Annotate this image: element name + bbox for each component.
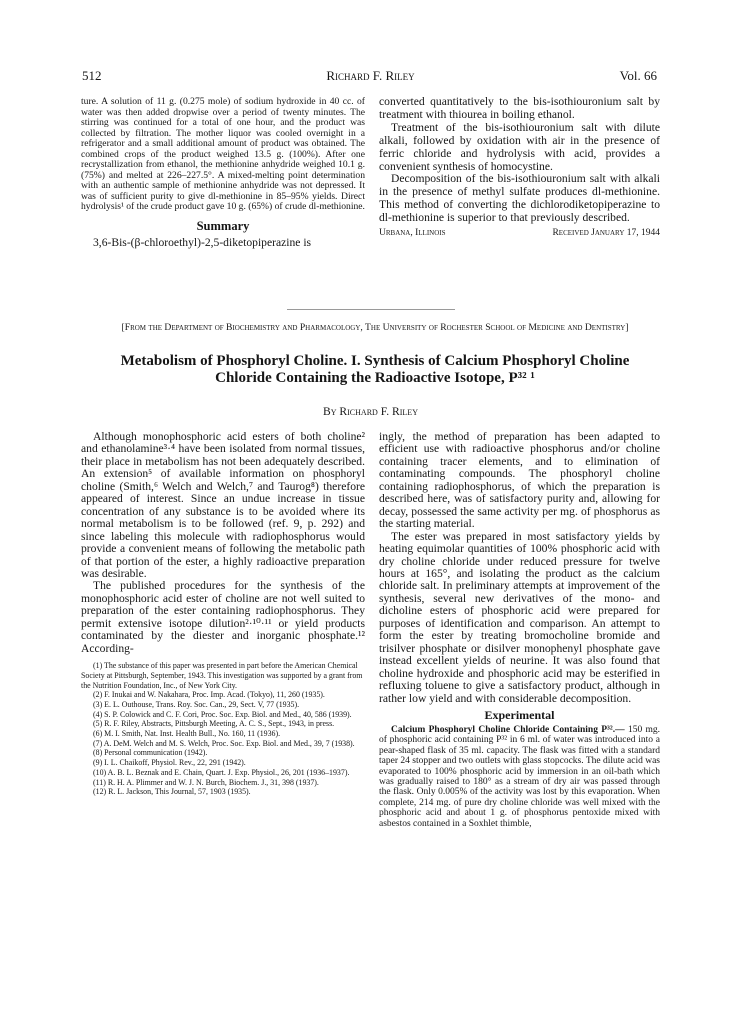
footnote-5: (5) R. F. Riley, Abstracts, Pittsburgh Meeting, A. C. S., Sept., 1943, in press. <box>93 719 335 729</box>
prev-article-right-column <box>379 96 660 242</box>
summary-heading: Summary <box>196 218 250 233</box>
intro-paragraph-1: Although monophosphoric acid esters of both choline² and ethanolamine³·⁴ have been isolated from normal tissues, their place in metabolism has not been adequately described. An extension⁵ of available information on phosphoryl choline (Smith,⁶ Welch and Welch,⁷ and Taurog⁸) therefore appeared of interest. Since an undue increase in tissue concentration of any substance is to be avoided where its normal metabolism is to be followed (ref. 9, p. 292) and since labeling this molecule with radiophosphorus would provide a convenient means of following the metabolic path of that portion of the ester, a highly radioactive preparation was desirable. <box>81 430 365 580</box>
location: Urbana, Illinois <box>379 228 446 239</box>
method-paragraph-1: ingly, the method of preparation has been adapted to efficient use with radioactive phosphorus and/or choline containing tracer elements, and to elimination of contaminating compounds. The phosphoryl choline containing radiophosphorus, of which the preparation is described here, was of satisfactory purity and, allowing for decay, possessed the same activity per mg. of phosphorus as the starting material. <box>379 430 660 531</box>
footnote-9: (9) I. L. Chaikoff, Physiol. Rev., 22, 291 (1942). <box>93 758 246 768</box>
article-title-line-1: Metabolism of Phosphoryl Choline. I. Synthesis of Calcium Phosphoryl Choline <box>120 353 630 369</box>
experimental-heading: Experimental <box>484 707 555 722</box>
footnote-2: (2) F. Inukai and W. Nakahara, Proc. Imp. Acad. (Tokyo), 11, 260 (1935). <box>93 690 325 700</box>
prev-right-paragraph-3: Decomposition of the bis-isothiouronium salt with alkali in the presence of methyl sulfate produces dl-methionine. This method of converting the dichlorodiketopiperazine to dl-methionine is superior to that previously described. <box>379 172 660 225</box>
footnote-7: (7) A. DeM. Welch and M. S. Welch, Proc. Soc. Exp. Biol. and Med., 39, 7 (1938). <box>93 738 355 748</box>
footnote-1: (1) The substance of this paper was presented in part before the American Chemical Society at Pittsburgh, September, 1943. This investigation was supported by a grant from the Nutrition Foundation, Inc., of New York City. <box>81 661 363 690</box>
received-date: Received January 17, 1944 <box>552 228 660 239</box>
prev-right-paragraph-1: converted quantitatively to the bis-isothiouronium salt by treatment with thiourea in boiling ethanol. <box>379 95 660 121</box>
footnote-10: (10) A. B. L. Beznak and E. Chain, Quart. J. Exp. Physiol., 26, 201 (1936–1937). <box>93 767 350 777</box>
article-left-column <box>81 431 365 797</box>
summary-line: 3,6-Bis-(β-chloroethyl)-2,5-diketopiperazine is <box>93 235 312 249</box>
experimental-subtitle: Calcium Phosphoryl Choline Chloride Containing P³².— <box>391 724 625 735</box>
footnote-6: (6) M. I. Smith, Nat. Inst. Health Bull., No. 160, 11 (1936). <box>93 729 281 739</box>
article-title-line-2: Chloride Containing the Radioactive Isotope, P³² ¹ <box>215 370 535 386</box>
running-author: Richard F. Riley <box>326 68 415 83</box>
method-paragraph-2: The ester was prepared in most satisfactory yields by heating equimolar quantities of 100% phosphoric acid with dry choline chloride under reduced pressure for twelve hours at 165°, and isolating the product as the calcium chloride salt. In preliminary attempts at improvement of the synthesis, several new derivatives of the mono- and dicholine esters of phosphoric acid were prepared for purposes of identification and comparison. An attempt to form the ester by treating bromocholine bromide and trisilver phosphate or disilver monophenyl phosphate gave instead excellent yields of neurine. It was also found that choline hydroxide and phosphoric acid may be esterified in refluxing toluene to give a satisfactory product, although in rather low yield and with considerable decomposition. <box>379 529 660 705</box>
footnote-11: (11) R. H. A. Plimmer and W. J. N. Burch, Biochem. J., 31, 398 (1937). <box>93 777 319 787</box>
footnotes <box>81 661 365 797</box>
prev-article-left-column <box>81 97 365 249</box>
article-separator <box>287 309 455 310</box>
experimental-text: 150 mg. of phosphoric acid containing P³² in 6 ml. of water was introduced into a pear-shaped flask of 35 ml. capacity. The flask was fitted with a standard taper 24 stopper and two outlets with glass stopcocks. The dilute acid was evaporated to 100% phosphoric acid by immersion in an oil-bath which was gradually raised to 180° as a stream of dry air was passed through the flask. Only 0.005% of the activity was lost by this evaporation. When complete, 214 mg. of pure dry choline chloride was well mixed with the phosphoric acid and about 1 g. of phosphorus pentoxide mixed with asbestos contained in a Soxhlet thimble, <box>379 724 661 829</box>
page-number: 512 <box>82 68 102 83</box>
article-title <box>70 353 680 387</box>
volume-number: Vol. 66 <box>619 68 657 83</box>
article-right-column <box>379 431 660 829</box>
experimental-paragraph <box>379 725 660 829</box>
prev-article-text: ture. A solution of 11 g. (0.275 mole) of sodium hydroxide in 40 cc. of water was then added dropwise over a period of twenty minutes. The stirring was continued for a total of one hour, and the product was collected by filtration. The mother liquor was cooled overnight in a refrigerator and a small additional amount of product was obtained. The combined crops of the product weighed 13.5 g. (100%). After one recrystallization from ethanol, the methionine anhydride weighed 10.1 g. (75%) and melted at 226–227.5°. A mixed-melting point determination with an authentic sample of methionine anhydride was not depressed. It was of sufficient purity to give dl-methionine in 85–95% yields. Direct hydrolysis¹ of the crude product gave 10 g. (65%) of crude dl-methionine. <box>81 96 365 212</box>
footnote-3: (3) E. L. Outhouse, Trans. Roy. Soc. Can., 29, Sect. V, 77 (1935). <box>93 699 300 709</box>
footnote-12: (12) R. L. Jackson, This Journal, 57, 1903 (1935). <box>93 787 251 797</box>
footnote-4: (4) S. P. Colowick and C. F. Cori, Proc. Soc. Exp. Biol. and Med., 40, 586 (1939). <box>93 709 352 719</box>
footnote-8: (8) Personal communication (1942). <box>93 748 208 758</box>
prev-right-paragraph-2: Treatment of the bis-isothiouronium salt with dilute alkali, followed by oxidation with air in the presence of ferric chloride and hydrolysis with acid, provides a convenient synthesis of homocystine. <box>379 120 660 173</box>
byline: By Richard F. Riley <box>323 405 418 418</box>
intro-paragraph-2: The published procedures for the synthesis of the monophosphoric acid ester of choline are not well suited to preparation of the ester containing radiophosphorus. They permit extensive isotope dilution²·¹⁰·¹¹ or yield products contaminated by the diester and inorganic phosphate.¹² According- <box>81 579 365 655</box>
affiliation: [From the Department of Biochemistry and Pharmacology, The University of Rochester School of Medicine and Dentistry] <box>121 322 629 333</box>
